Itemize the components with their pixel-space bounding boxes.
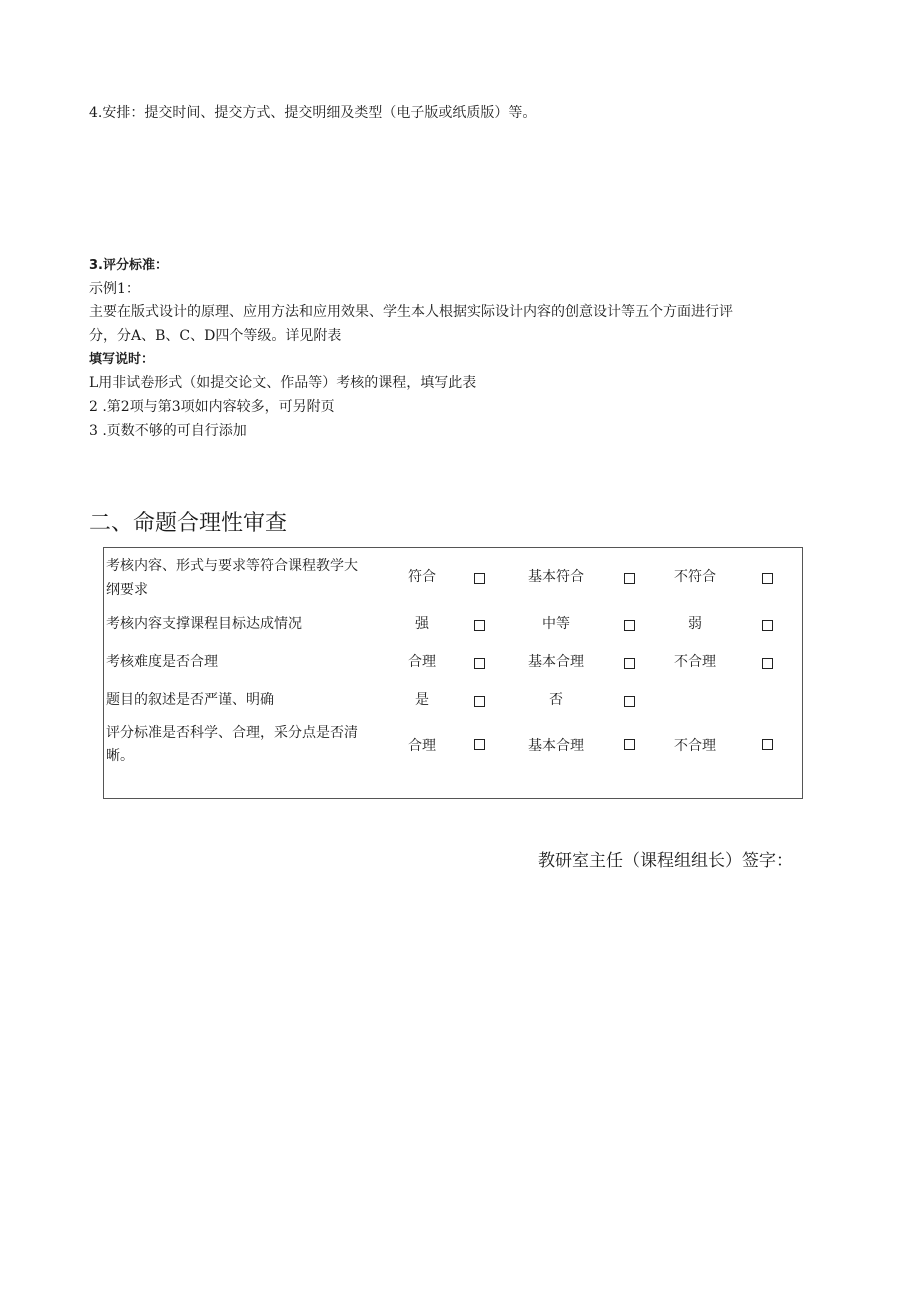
review-checkbox[interactable] — [762, 620, 773, 631]
review-option-label: 弱 — [688, 616, 702, 632]
section-heading: 二、命题合理性审查 — [89, 511, 288, 536]
review-criterion-continued: 纲要求 — [106, 582, 148, 598]
grading-text-line2: 分，分A、B、C、D四个等级。详见附表 — [89, 328, 342, 344]
review-checkbox[interactable] — [762, 739, 773, 750]
review-checkbox[interactable] — [624, 739, 635, 750]
review-option-label: 基本符合 — [528, 569, 584, 585]
instruction-item-3: 3 .页数不够的可自行添加 — [89, 423, 247, 439]
review-criterion: 考核难度是否合理 — [106, 654, 218, 670]
review-option-label: 符合 — [408, 569, 436, 585]
review-option-label: 强 — [415, 616, 429, 632]
review-checkbox[interactable] — [474, 573, 485, 584]
review-checkbox[interactable] — [474, 620, 485, 631]
review-table — [103, 547, 803, 799]
review-checkbox[interactable] — [624, 658, 635, 669]
review-criterion: 考核内容、形式与要求等符合课程教学大 — [106, 558, 358, 574]
grading-example-label: 示例1： — [89, 281, 140, 297]
review-criterion-continued: 晰。 — [106, 748, 134, 764]
review-checkbox[interactable] — [474, 658, 485, 669]
review-option-label: 基本合理 — [528, 738, 584, 754]
signature-label: 教研室主任（课程组组长）签字： — [538, 851, 793, 871]
review-option-label: 合理 — [408, 738, 436, 754]
review-criterion: 考核内容支撑课程目标达成情况 — [106, 616, 302, 632]
review-option-label: 合理 — [408, 654, 436, 670]
review-checkbox[interactable] — [624, 573, 635, 584]
instructions-title: 填写说时： — [89, 352, 155, 367]
arrangement-line: 4.安排：提交时间、提交方式、提交明细及类型（电子版或纸质版）等。 — [89, 105, 537, 121]
review-option-label: 基本合理 — [528, 654, 584, 670]
review-criterion: 题目的叙述是否严谨、明确 — [106, 692, 274, 708]
review-checkbox[interactable] — [762, 573, 773, 584]
grading-text-line1: 主要在版式设计的原理、应用方法和应用效果、学生本人根据实际设计内容的创意设计等五个方面进行评 — [89, 304, 733, 320]
review-checkbox[interactable] — [624, 696, 635, 707]
review-option-label: 否 — [549, 692, 563, 708]
review-checkbox[interactable] — [624, 620, 635, 631]
review-criterion: 评分标准是否科学、合理，采分点是否清 — [106, 725, 358, 741]
grading-title: 3.评分标准： — [89, 258, 168, 273]
review-option-label: 不合理 — [674, 738, 716, 754]
review-option-label: 中等 — [542, 616, 570, 632]
review-option-label: 不合理 — [674, 654, 716, 670]
review-option-label: 不符合 — [674, 569, 716, 585]
review-option-label: 是 — [415, 692, 429, 708]
instruction-item-1: L用非试卷形式（如提交论文、作品等）考核的课程，填写此表 — [89, 375, 477, 391]
instruction-item-2: 2 .第2项与第3项如内容较多，可另附页 — [89, 399, 335, 415]
review-checkbox[interactable] — [474, 696, 485, 707]
review-checkbox[interactable] — [762, 658, 773, 669]
review-checkbox[interactable] — [474, 739, 485, 750]
